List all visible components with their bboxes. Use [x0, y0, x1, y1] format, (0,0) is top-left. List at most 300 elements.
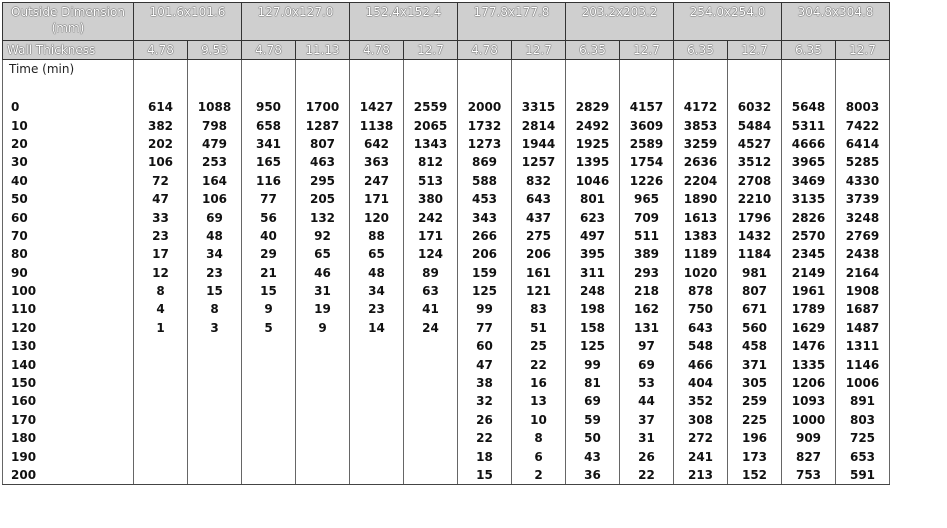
table-body: [3, 3, 890, 485]
time-cell: 100: [3, 282, 134, 300]
value-cell: 253: [188, 153, 242, 171]
value-cell: 9: [296, 319, 350, 337]
value-cell: 2570: [782, 227, 836, 245]
value-cell: 807: [728, 282, 782, 300]
value-cell: 395: [566, 245, 620, 263]
value-cell: [404, 374, 458, 392]
value-cell: 2826: [782, 208, 836, 226]
value-cell: [188, 355, 242, 373]
value-cell: 5648: [782, 98, 836, 116]
value-cell: 725: [836, 429, 890, 447]
value-cell: 2210: [728, 190, 782, 208]
time-cell: 140: [3, 355, 134, 373]
time-cell: 160: [3, 392, 134, 410]
value-cell: [350, 392, 404, 410]
value-cell: 341: [242, 135, 296, 153]
value-cell: 22: [512, 355, 566, 373]
value-cell: 65: [350, 245, 404, 263]
wall-thickness-header: 6.35: [566, 41, 620, 60]
value-cell: 171: [404, 227, 458, 245]
value-cell: 65: [296, 245, 350, 263]
value-cell: 1020: [674, 264, 728, 282]
spacer-cell: [836, 78, 890, 98]
value-cell: 1629: [782, 319, 836, 337]
time-cell: 30: [3, 153, 134, 171]
value-cell: [404, 411, 458, 429]
value-cell: 1311: [836, 337, 890, 355]
value-cell: [134, 392, 188, 410]
value-cell: 965: [620, 190, 674, 208]
value-cell: 72: [134, 172, 188, 190]
value-cell: 206: [458, 245, 512, 263]
value-cell: [404, 355, 458, 373]
table-row: [3, 153, 890, 171]
value-cell: 51: [512, 319, 566, 337]
spacer-cell: [782, 78, 836, 98]
time-cell: 10: [3, 116, 134, 134]
value-cell: 812: [404, 153, 458, 171]
value-cell: 161: [512, 264, 566, 282]
time-cell: 60: [3, 208, 134, 226]
value-cell: 97: [620, 337, 674, 355]
spacer-cell: [566, 78, 620, 98]
value-cell: [242, 355, 296, 373]
value-cell: 1287: [296, 116, 350, 134]
value-cell: 293: [620, 264, 674, 282]
spacer-cell: [512, 78, 566, 98]
value-cell: 69: [620, 355, 674, 373]
empty-cell: [674, 60, 728, 79]
value-cell: 3315: [512, 98, 566, 116]
value-cell: 22: [458, 429, 512, 447]
value-cell: 5: [242, 319, 296, 337]
value-cell: 23: [350, 300, 404, 318]
value-cell: [188, 374, 242, 392]
value-cell: 1796: [728, 208, 782, 226]
value-cell: 878: [674, 282, 728, 300]
time-cell: 190: [3, 447, 134, 465]
value-cell: 44: [620, 392, 674, 410]
dimension-header: 101.6x101.6: [134, 3, 242, 41]
value-cell: 8: [188, 300, 242, 318]
value-cell: [134, 429, 188, 447]
value-cell: 26: [620, 447, 674, 465]
value-cell: 31: [620, 429, 674, 447]
table-row: [3, 208, 890, 226]
value-cell: 305: [728, 374, 782, 392]
value-cell: 404: [674, 374, 728, 392]
value-cell: 132: [296, 208, 350, 226]
value-cell: 116: [242, 172, 296, 190]
value-cell: 5285: [836, 153, 890, 171]
value-cell: 89: [404, 264, 458, 282]
value-cell: 458: [728, 337, 782, 355]
table-row: [3, 135, 890, 153]
wall-thickness-header: 11.13: [296, 41, 350, 60]
value-cell: 3853: [674, 116, 728, 134]
header-row-dimensions: [3, 3, 890, 41]
value-cell: 202: [134, 135, 188, 153]
time-cell: 200: [3, 466, 134, 485]
value-cell: 275: [512, 227, 566, 245]
empty-cell: [458, 60, 512, 79]
value-cell: [350, 429, 404, 447]
value-cell: 1000: [782, 411, 836, 429]
empty-cell: [188, 60, 242, 79]
value-cell: 311: [566, 264, 620, 282]
value-cell: 308: [674, 411, 728, 429]
value-cell: 463: [296, 153, 350, 171]
empty-cell: [782, 60, 836, 79]
value-cell: 2149: [782, 264, 836, 282]
value-cell: 653: [836, 447, 890, 465]
value-cell: 6: [512, 447, 566, 465]
value-cell: [242, 411, 296, 429]
value-cell: 981: [728, 264, 782, 282]
value-cell: 41: [404, 300, 458, 318]
value-cell: 106: [134, 153, 188, 171]
value-cell: 1476: [782, 337, 836, 355]
value-cell: 225: [728, 411, 782, 429]
value-cell: 9: [242, 300, 296, 318]
value-cell: 466: [674, 355, 728, 373]
value-cell: 6414: [836, 135, 890, 153]
spacer-cell: [242, 78, 296, 98]
value-cell: 2559: [404, 98, 458, 116]
value-cell: 40: [242, 227, 296, 245]
value-cell: [404, 447, 458, 465]
empty-cell: [404, 60, 458, 79]
value-cell: 1226: [620, 172, 674, 190]
value-cell: 1395: [566, 153, 620, 171]
value-cell: 591: [836, 466, 890, 485]
value-cell: 158: [566, 319, 620, 337]
value-cell: 1432: [728, 227, 782, 245]
value-cell: 23: [188, 264, 242, 282]
value-cell: 3248: [836, 208, 890, 226]
value-cell: 352: [674, 392, 728, 410]
value-cell: 1908: [836, 282, 890, 300]
spacer-cell: [188, 78, 242, 98]
dimension-header: 177.8x177.8: [458, 3, 566, 41]
value-cell: [296, 355, 350, 373]
value-cell: [242, 374, 296, 392]
value-cell: 171: [350, 190, 404, 208]
value-cell: 205: [296, 190, 350, 208]
time-cell: 110: [3, 300, 134, 318]
table-row: [3, 319, 890, 337]
time-cell: 90: [3, 264, 134, 282]
value-cell: 909: [782, 429, 836, 447]
value-cell: 671: [728, 300, 782, 318]
value-cell: 12: [134, 264, 188, 282]
value-cell: [188, 466, 242, 485]
value-cell: 22: [620, 466, 674, 485]
value-cell: 99: [458, 300, 512, 318]
header-row-wall-thickness: [3, 41, 890, 60]
table-row: [3, 116, 890, 134]
value-cell: 511: [620, 227, 674, 245]
value-cell: 3259: [674, 135, 728, 153]
wall-thickness-header: 12.7: [404, 41, 458, 60]
value-cell: [242, 392, 296, 410]
value-cell: 643: [512, 190, 566, 208]
time-cell: 50: [3, 190, 134, 208]
value-cell: 1687: [836, 300, 890, 318]
spacer-cell: [350, 78, 404, 98]
empty-cell: [512, 60, 566, 79]
value-cell: 389: [620, 245, 674, 263]
value-cell: 658: [242, 116, 296, 134]
value-cell: 43: [566, 447, 620, 465]
value-cell: 807: [296, 135, 350, 153]
wall-thickness-header: 12.7: [620, 41, 674, 60]
value-cell: [242, 447, 296, 465]
value-cell: 18: [458, 447, 512, 465]
value-cell: 10: [512, 411, 566, 429]
value-cell: [296, 429, 350, 447]
value-cell: 3: [188, 319, 242, 337]
value-cell: [350, 337, 404, 355]
value-cell: 380: [404, 190, 458, 208]
value-cell: 272: [674, 429, 728, 447]
value-cell: [404, 429, 458, 447]
value-cell: 34: [350, 282, 404, 300]
value-cell: 3965: [782, 153, 836, 171]
value-cell: 56: [242, 208, 296, 226]
value-cell: 1006: [836, 374, 890, 392]
value-cell: 295: [296, 172, 350, 190]
value-cell: 247: [350, 172, 404, 190]
value-cell: 32: [458, 392, 512, 410]
value-cell: 1273: [458, 135, 512, 153]
value-cell: 213: [674, 466, 728, 485]
empty-cell: [836, 60, 890, 79]
dimension-header: 127.0x127.0: [242, 3, 350, 41]
value-cell: 753: [782, 466, 836, 485]
value-cell: 5484: [728, 116, 782, 134]
value-cell: 248: [566, 282, 620, 300]
value-cell: [404, 466, 458, 485]
value-cell: 3609: [620, 116, 674, 134]
wall-thickness-header: 4.78: [242, 41, 296, 60]
value-cell: 1138: [350, 116, 404, 134]
empty-cell: [566, 60, 620, 79]
value-cell: 2164: [836, 264, 890, 282]
value-cell: [296, 411, 350, 429]
temperature-table: [2, 2, 890, 485]
empty-cell: [242, 60, 296, 79]
value-cell: 162: [620, 300, 674, 318]
value-cell: 8: [512, 429, 566, 447]
empty-cell: [350, 60, 404, 79]
value-cell: 48: [188, 227, 242, 245]
table-row: [3, 245, 890, 263]
value-cell: 16: [512, 374, 566, 392]
value-cell: 38: [458, 374, 512, 392]
value-cell: [134, 374, 188, 392]
time-cell: 120: [3, 319, 134, 337]
table-row: [3, 411, 890, 429]
value-cell: 159: [458, 264, 512, 282]
value-cell: 63: [404, 282, 458, 300]
table-row: [3, 429, 890, 447]
value-cell: 3135: [782, 190, 836, 208]
value-cell: 497: [566, 227, 620, 245]
dimension-header: 254.0x254.0: [674, 3, 782, 41]
value-cell: 26: [458, 411, 512, 429]
spacer-cell: [3, 78, 134, 98]
spacer-cell: [296, 78, 350, 98]
value-cell: 34: [188, 245, 242, 263]
outside-dimension-label: Outside Dimension (mm): [3, 3, 134, 41]
value-cell: 24: [404, 319, 458, 337]
value-cell: 25: [512, 337, 566, 355]
value-cell: 614: [134, 98, 188, 116]
value-cell: 88: [350, 227, 404, 245]
value-cell: 1732: [458, 116, 512, 134]
value-cell: 69: [566, 392, 620, 410]
value-cell: 2708: [728, 172, 782, 190]
value-cell: 46: [296, 264, 350, 282]
table-row: [3, 355, 890, 373]
dimension-header: 203.2x203.2: [566, 3, 674, 41]
table-row: [3, 374, 890, 392]
value-cell: 15: [188, 282, 242, 300]
value-cell: 1613: [674, 208, 728, 226]
value-cell: 83: [512, 300, 566, 318]
value-cell: 1789: [782, 300, 836, 318]
time-label-row: [3, 60, 890, 79]
wall-thickness-header: 6.35: [674, 41, 728, 60]
value-cell: 453: [458, 190, 512, 208]
table-row: [3, 466, 890, 485]
wall-thickness-header: 6.35: [782, 41, 836, 60]
value-cell: 371: [728, 355, 782, 373]
value-cell: 1146: [836, 355, 890, 373]
value-cell: 47: [134, 190, 188, 208]
value-cell: 241: [674, 447, 728, 465]
value-cell: 437: [512, 208, 566, 226]
value-cell: [350, 411, 404, 429]
value-cell: 343: [458, 208, 512, 226]
value-cell: 19: [296, 300, 350, 318]
value-cell: [404, 392, 458, 410]
value-cell: 77: [458, 319, 512, 337]
table-row: [3, 172, 890, 190]
value-cell: 363: [350, 153, 404, 171]
value-cell: 642: [350, 135, 404, 153]
value-cell: 31: [296, 282, 350, 300]
value-cell: 8003: [836, 98, 890, 116]
value-cell: 2204: [674, 172, 728, 190]
value-cell: 124: [404, 245, 458, 263]
value-cell: 53: [620, 374, 674, 392]
value-cell: 77: [242, 190, 296, 208]
value-cell: 560: [728, 319, 782, 337]
value-cell: 99: [566, 355, 620, 373]
table-row: [3, 227, 890, 245]
value-cell: 2769: [836, 227, 890, 245]
value-cell: 4330: [836, 172, 890, 190]
value-cell: 1088: [188, 98, 242, 116]
value-cell: [242, 429, 296, 447]
value-cell: [188, 337, 242, 355]
value-cell: [134, 337, 188, 355]
time-cell: 0: [3, 98, 134, 116]
value-cell: 1206: [782, 374, 836, 392]
value-cell: [350, 355, 404, 373]
time-cell: 150: [3, 374, 134, 392]
time-cell: 70: [3, 227, 134, 245]
table-row: [3, 337, 890, 355]
value-cell: 623: [566, 208, 620, 226]
value-cell: 29: [242, 245, 296, 263]
value-cell: 1383: [674, 227, 728, 245]
value-cell: 1427: [350, 98, 404, 116]
value-cell: 33: [134, 208, 188, 226]
value-cell: 548: [674, 337, 728, 355]
value-cell: 1944: [512, 135, 566, 153]
value-cell: 242: [404, 208, 458, 226]
time-cell: 180: [3, 429, 134, 447]
value-cell: 1257: [512, 153, 566, 171]
value-cell: [350, 374, 404, 392]
table-row: [3, 264, 890, 282]
value-cell: [296, 392, 350, 410]
value-cell: [242, 466, 296, 485]
spacer-row: [3, 78, 890, 98]
data-table-container: [2, 2, 890, 485]
spacer-cell: [728, 78, 782, 98]
empty-cell: [620, 60, 674, 79]
value-cell: 198: [566, 300, 620, 318]
value-cell: 50: [566, 429, 620, 447]
value-cell: [188, 429, 242, 447]
value-cell: 3739: [836, 190, 890, 208]
value-cell: [134, 411, 188, 429]
wall-thickness-header: 12.7: [728, 41, 782, 60]
value-cell: 60: [458, 337, 512, 355]
wall-thickness-header: 12.7: [512, 41, 566, 60]
value-cell: 266: [458, 227, 512, 245]
dimension-header: 304.8x304.8: [782, 3, 890, 41]
value-cell: 1093: [782, 392, 836, 410]
value-cell: 4: [134, 300, 188, 318]
value-cell: 1: [134, 319, 188, 337]
value-cell: 4172: [674, 98, 728, 116]
value-cell: [404, 337, 458, 355]
value-cell: [296, 447, 350, 465]
value-cell: 2345: [782, 245, 836, 263]
value-cell: 3469: [782, 172, 836, 190]
value-cell: 643: [674, 319, 728, 337]
value-cell: 1046: [566, 172, 620, 190]
value-cell: 382: [134, 116, 188, 134]
value-cell: 4157: [620, 98, 674, 116]
value-cell: 1961: [782, 282, 836, 300]
value-cell: 15: [458, 466, 512, 485]
value-cell: [296, 337, 350, 355]
spacer-cell: [134, 78, 188, 98]
value-cell: 6032: [728, 98, 782, 116]
value-cell: [188, 411, 242, 429]
empty-cell: [134, 60, 188, 79]
value-cell: 7422: [836, 116, 890, 134]
value-cell: 48: [350, 264, 404, 282]
time-cell: 20: [3, 135, 134, 153]
wall-thickness-label: Wall Thickness: [3, 41, 134, 60]
